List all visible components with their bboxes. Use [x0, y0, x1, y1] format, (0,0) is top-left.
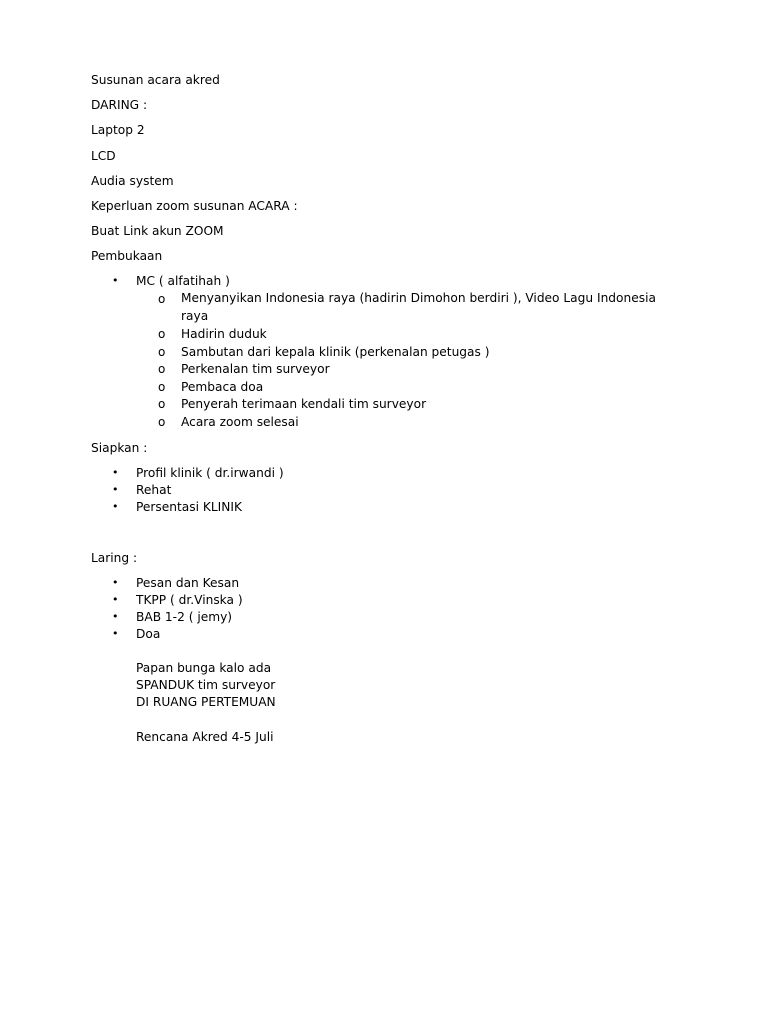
prepare-item: Persentasi KLINIK: [136, 500, 242, 514]
equipment-item-audio: Audia system: [91, 174, 174, 188]
daring-label: DARING :: [91, 98, 148, 112]
mc-subitem: Hadirin duduk: [181, 327, 267, 341]
offline-item: Doa: [136, 627, 161, 641]
sub-bullet-marker: o: [158, 362, 166, 376]
sub-bullet-marker: o: [158, 345, 166, 359]
bullet-marker: •: [112, 500, 119, 513]
bullet-marker: •: [112, 466, 119, 479]
sub-bullet-marker: o: [158, 380, 166, 394]
bullet-marker: •: [112, 610, 119, 623]
mc-subitem: Penyerah terimaan kendali tim surveyor: [181, 397, 427, 411]
mc-subitem: Menyanyikan Indonesia raya (hadirin Dimohon berdiri ), Video Lagu Indonesia raya: [181, 291, 656, 323]
prepare-item: Profil klinik ( dr.irwandi ): [136, 466, 284, 480]
sub-bullet-marker: o: [158, 327, 166, 341]
sub-bullet-marker: o: [158, 415, 166, 429]
equipment-item-lcd: LCD: [91, 149, 116, 163]
opening-label: Pembukaan: [91, 249, 163, 263]
zoom-link-note: Buat Link akun ZOOM: [91, 224, 224, 238]
offline-item: Pesan dan Kesan: [136, 576, 240, 590]
offline-item: BAB 1-2 ( jemy): [136, 610, 233, 624]
sub-bullet-marker: o: [158, 397, 166, 411]
bullet-marker: •: [112, 627, 119, 640]
equipment-item-laptop: Laptop 2: [91, 123, 145, 137]
document-title: Susunan acara akred: [91, 73, 220, 87]
plan-note: Rencana Akred 4-5 Juli: [136, 730, 274, 744]
mc-item: MC ( alfatihah ): [136, 274, 230, 288]
mc-subitem: Sambutan dari kepala klinik (perkenalan petugas ): [181, 345, 490, 359]
zoom-needs-label: Keperluan zoom susunan ACARA :: [91, 199, 298, 213]
prepare-label: Siapkan :: [91, 441, 148, 455]
note-line: DI RUANG PERTEMUAN: [136, 695, 276, 709]
note-line: SPANDUK tim surveyor: [136, 678, 276, 692]
bullet-marker: •: [112, 593, 119, 606]
sub-bullet-marker: o: [158, 292, 166, 306]
mc-subitem: Acara zoom selesai: [181, 415, 299, 429]
mc-subitem: Pembaca doa: [181, 380, 264, 394]
bullet-marker: •: [112, 576, 119, 589]
mc-subitem: Perkenalan tim surveyor: [181, 362, 330, 376]
offline-label: Laring :: [91, 551, 138, 565]
bullet-marker: •: [112, 483, 119, 496]
prepare-item: Rehat: [136, 483, 172, 497]
bullet-marker: •: [112, 274, 119, 287]
offline-item: TKPP ( dr.Vinska ): [136, 593, 243, 607]
note-line: Papan bunga kalo ada: [136, 661, 272, 675]
